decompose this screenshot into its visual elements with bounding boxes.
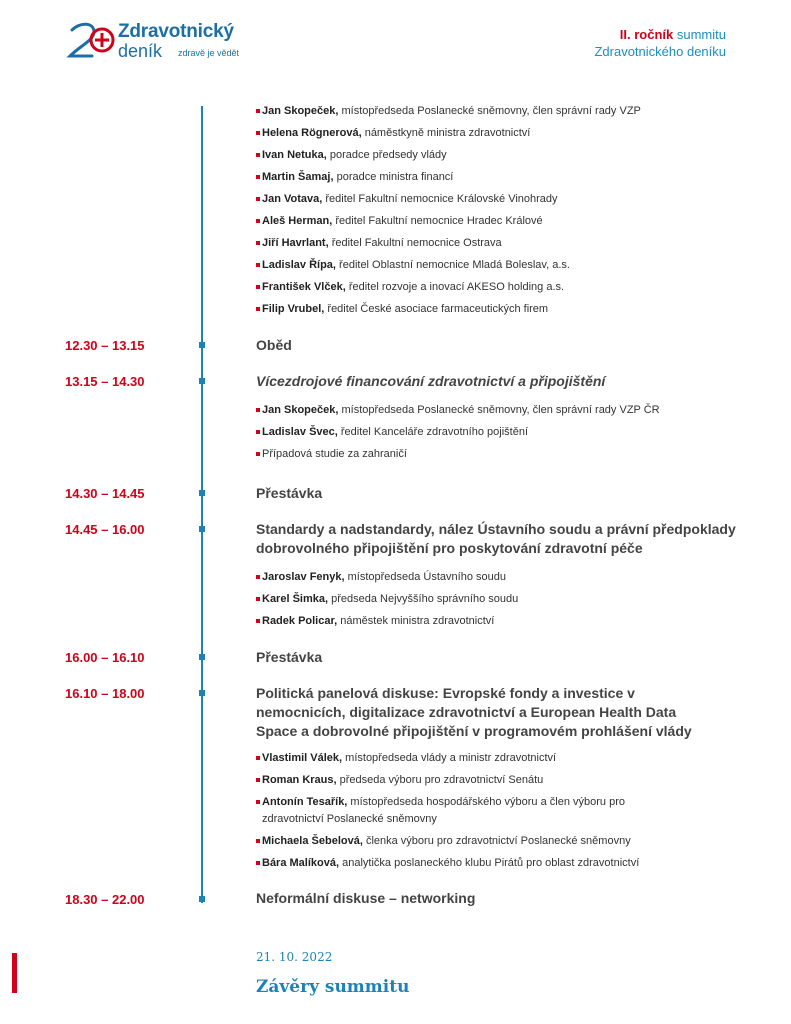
list-item: Jan Votava, ředitel Fakultní nemocnice Královské Vinohrady <box>262 191 702 208</box>
list-item: Ladislav Švec, ředitel Kanceláře zdravotního pojištění <box>262 424 702 441</box>
list-item: Roman Kraus, předseda výboru pro zdravotnictví Senátu <box>262 772 702 789</box>
session-time: 16.10 – 18.00 <box>65 686 145 701</box>
session-time: 12.30 – 13.15 <box>65 338 145 353</box>
timeline-dot <box>199 342 205 348</box>
timeline-dot <box>199 896 205 902</box>
list-item: Antonín Tesařík, místopředseda hospodářského výboru a člen výboru pro zdravotnictví Poslanecké sněmovny <box>262 794 702 828</box>
summit-ordinal: II. ročník <box>619 27 674 42</box>
session-title: Neformální diskuse – networking <box>256 890 476 906</box>
list-item: Radek Policar, náměstek ministra zdravotnictví <box>262 613 702 630</box>
list-item: Případová studie za zahraničí <box>262 446 702 463</box>
list-item: Jiří Havrlant, ředitel Fakultní nemocnice Ostrava <box>262 235 702 252</box>
list-item: Vlastimil Válek, místopředseda vlády a ministr zdravotnictví <box>262 750 702 767</box>
summit-word: summitu <box>673 27 726 42</box>
list-item: Jan Skopeček, místopředseda Poslanecké sněmovny, člen správní rady VZP <box>262 103 702 120</box>
timeline-dot <box>199 526 205 532</box>
timeline-dot <box>199 654 205 660</box>
session-title: Politická panelová diskuse: Evropské fondy a investice v nemocnicích, digitalizace zdravotnictví a European Health Data Space a dobrovolné připojištění v programovém prohlášení vlády <box>256 685 692 739</box>
timeline-dot <box>199 490 205 496</box>
list-item: Michaela Šebelová, členka výboru pro zdravotnictví Poslanecké sněmovny <box>262 833 702 850</box>
list-item: František Vlček, ředitel rozvoje a inovací AKESO holding a.s. <box>262 279 702 296</box>
list-item: Bára Malíková, analytička poslaneckého klubu Pirátů pro oblast zdravotnictví <box>262 855 702 872</box>
session-time: 14.30 – 14.45 <box>65 486 145 501</box>
logo-title: Zdravotnický <box>118 21 234 42</box>
session-time: 14.45 – 16.00 <box>65 522 145 537</box>
section-date: 21. 10. 2022 <box>256 950 333 964</box>
session-title: Oběd <box>256 337 292 353</box>
session-title: Standardy a nadstandardy, nález Ústavního soudu a právní předpoklady dobrovolného připojištění pro poskytování zdravotní péče <box>256 521 736 556</box>
session-time: 18.30 – 22.00 <box>65 892 145 907</box>
session-time: 13.15 – 14.30 <box>65 374 145 389</box>
list-item: Helena Rögnerová, náměstkyně ministra zdravotnictví <box>262 125 702 142</box>
logo-cross-icon <box>66 20 118 60</box>
session-title: Přestávka <box>256 649 323 665</box>
session-time: 16.00 – 16.10 <box>65 650 145 665</box>
list-item: Ivan Netuka, poradce předsedy vlády <box>262 147 702 164</box>
list-item: Karel Šimka, předseda Nejvyššího správního soudu <box>262 591 702 608</box>
session-title: Přestávka <box>256 485 323 501</box>
list-item: Martin Šamaj, poradce ministra financí <box>262 169 702 186</box>
logo <box>66 20 256 64</box>
summit-line2: Zdravotnického deníku <box>594 44 726 59</box>
timeline-line <box>201 106 203 903</box>
list-item: Filip Vrubel, ředitel České asociace farmaceutických firem <box>262 301 702 318</box>
section-heading: Závěry summitu <box>256 977 410 997</box>
list-item: Aleš Herman, ředitel Fakultní nemocnice Hradec Králové <box>262 213 702 230</box>
red-accent-bar <box>12 953 17 993</box>
session-title: Vícezdrojové financování zdravotnictví a připojištění <box>256 373 606 389</box>
timeline-dot <box>199 378 205 384</box>
list-item: Jaroslav Fenyk, místopředseda Ústavního soudu <box>262 569 702 586</box>
list-item: Ladislav Řípa, ředitel Oblastní nemocnice Mladá Boleslav, a.s. <box>262 257 702 274</box>
list-item: Jan Skopeček, místopředseda Poslanecké sněmovny, člen správní rady VZP ČR <box>262 402 702 419</box>
summit-label <box>594 26 726 60</box>
logo-tagline: zdravě je vědět <box>178 48 240 58</box>
logo-subtitle: deník <box>118 41 163 61</box>
timeline-dot <box>199 690 205 696</box>
